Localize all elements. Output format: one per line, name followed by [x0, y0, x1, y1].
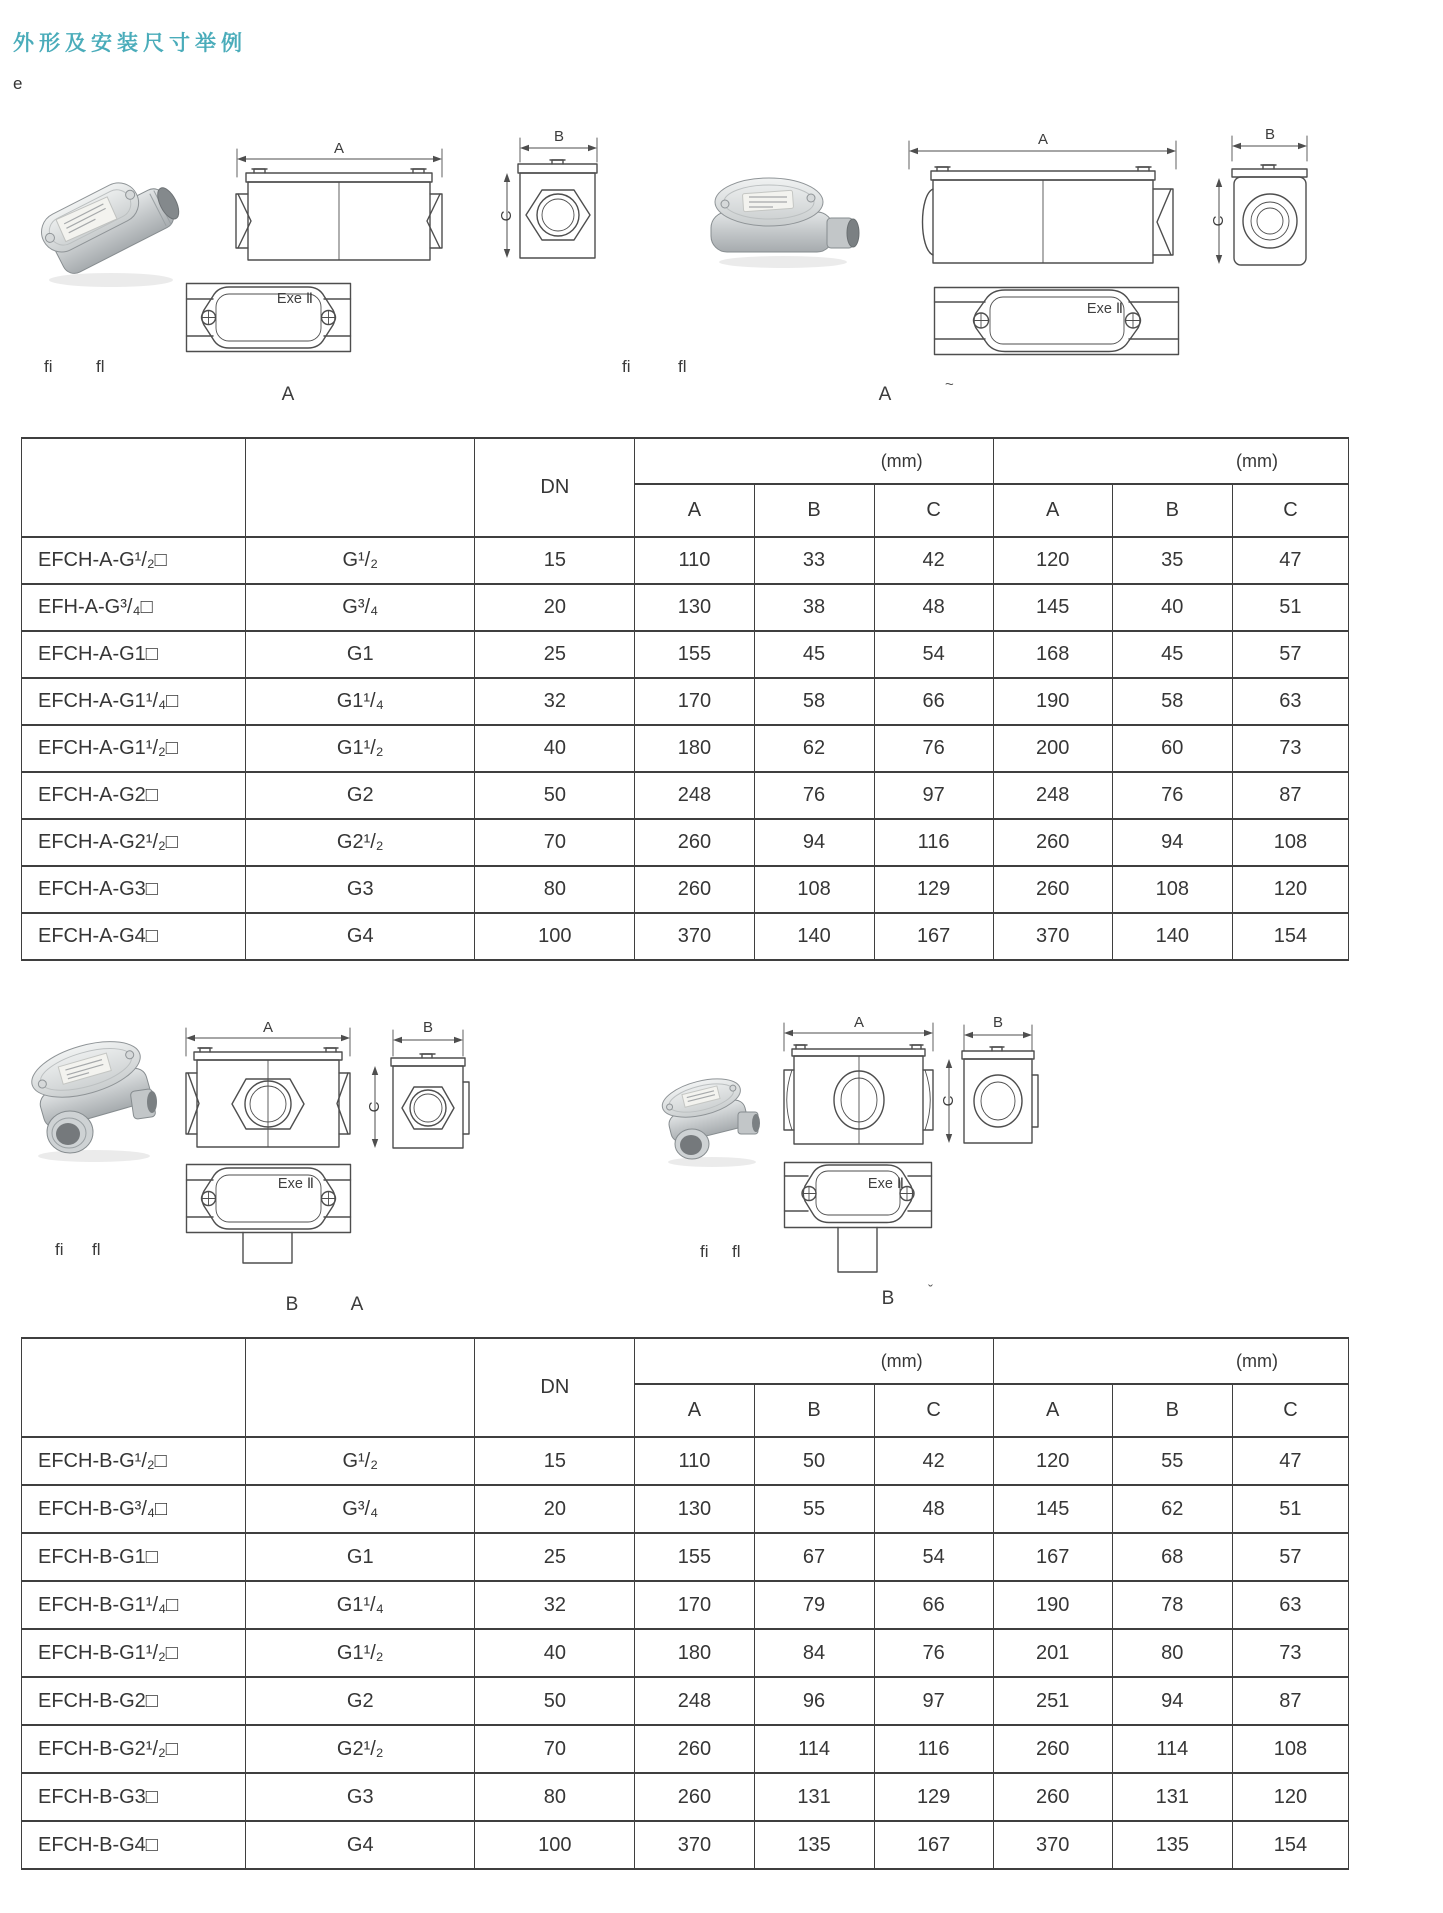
model-cell: EFCH-B-G1□ [22, 1533, 246, 1581]
dim-value-cell: 50 [754, 1437, 874, 1485]
dim-value-cell: 108 [1112, 866, 1232, 913]
cover-view-type-a-right [933, 286, 1180, 356]
dim-value-cell: 67 [754, 1533, 874, 1581]
dim-c-label: C [366, 1101, 383, 1113]
spec-row [22, 1773, 1349, 1821]
dn-header: DN [475, 1338, 635, 1437]
dn-cell: 20 [475, 584, 635, 631]
dim-value-cell: 45 [1112, 631, 1232, 678]
dn-cell: 40 [475, 1629, 635, 1677]
model-cell: EFCH-A-G1□ [22, 631, 246, 678]
model-column-header [22, 438, 246, 537]
spec-row [22, 631, 1349, 678]
model-cell: EFCH-A-G1¹/₄□ [22, 678, 246, 725]
page-title: 外形及安装尺寸举例 [13, 32, 247, 55]
spec-row [22, 866, 1349, 913]
unit-header-left: (mm) [635, 1338, 993, 1384]
dim-value-cell: 76 [874, 1629, 993, 1677]
dn-cell: 70 [475, 1725, 635, 1773]
dim-value-cell: 55 [1112, 1437, 1232, 1485]
dn-cell: 50 [475, 772, 635, 819]
unit-header-right: (mm) [993, 438, 1348, 484]
model-cell: EFCH-A-G3□ [22, 866, 246, 913]
col-header-c2: C [1232, 1384, 1348, 1437]
dn-cell: 15 [475, 1437, 635, 1485]
dim-value-cell: 54 [874, 1533, 993, 1581]
spec-row [22, 678, 1349, 725]
model-cell: EFCH-B-G3□ [22, 1773, 246, 1821]
dim-a-label: A [333, 140, 345, 157]
col-header-a2: A [993, 484, 1112, 537]
exe-marking: Exe Ⅱ [867, 1176, 905, 1192]
dim-value-cell: 87 [1232, 772, 1348, 819]
figure-caption-a: A [350, 1294, 364, 1315]
dim-value-cell: 54 [874, 631, 993, 678]
dim-value-cell: 79 [754, 1581, 874, 1629]
thread-column-header [246, 1338, 475, 1437]
thread-cell: G4 [246, 1821, 475, 1869]
dim-value-cell: 66 [874, 678, 993, 725]
dim-value-cell: 170 [635, 678, 754, 725]
dim-value-cell: 167 [874, 1821, 993, 1869]
dim-value-cell: 87 [1232, 1677, 1348, 1725]
dim-value-cell: 48 [874, 1485, 993, 1533]
model-cell: EFCH-A-G2□ [22, 772, 246, 819]
thread-cell: G2¹/₂ [246, 1725, 475, 1773]
dim-value-cell: 45 [754, 631, 874, 678]
thread-cell: G¹/₂ [246, 537, 475, 584]
model-cell: EFCH-B-G2□ [22, 1677, 246, 1725]
dim-b-label: B [1264, 126, 1276, 143]
dim-value-cell: 145 [993, 1485, 1112, 1533]
table-header-row-units [22, 1338, 1349, 1384]
dn-cell: 70 [475, 819, 635, 866]
figure-note-fl: fl [732, 1242, 741, 1261]
dim-value-cell: 190 [993, 678, 1112, 725]
dim-value-cell: 370 [635, 1821, 754, 1869]
dim-value-cell: 94 [754, 819, 874, 866]
dim-value-cell: 167 [993, 1533, 1112, 1581]
dim-value-cell: 251 [993, 1677, 1112, 1725]
dim-value-cell: 96 [754, 1677, 874, 1725]
spec-row [22, 913, 1349, 960]
dn-cell: 100 [475, 913, 635, 960]
dimensions-table-efch-b [21, 1337, 1349, 1870]
dim-value-cell: 48 [874, 584, 993, 631]
dim-value-cell: 135 [754, 1821, 874, 1869]
dim-value-cell: 62 [754, 725, 874, 772]
dim-value-cell: 154 [1232, 1821, 1348, 1869]
dn-cell: 32 [475, 678, 635, 725]
exe-marking: Exe Ⅱ [276, 291, 314, 307]
product-photo-type-b-left [28, 1030, 160, 1164]
dim-value-cell: 94 [1112, 1677, 1232, 1725]
thread-column-header [246, 438, 475, 537]
dim-a-label: A [1037, 131, 1049, 148]
dim-value-cell: 120 [1232, 1773, 1348, 1821]
cover-view-type-a-left [185, 282, 352, 353]
dim-value-cell: 120 [1232, 866, 1348, 913]
model-cell: EFCH-B-G4□ [22, 1821, 246, 1869]
dim-value-cell: 129 [874, 866, 993, 913]
figure-note-fl: fl [678, 357, 687, 376]
figure-caption-a: A [878, 384, 892, 405]
dn-cell: 100 [475, 1821, 635, 1869]
dim-value-cell: 155 [635, 1533, 754, 1581]
dim-value-cell: 120 [993, 537, 1112, 584]
dim-b-label: B [553, 128, 565, 145]
cover-view-type-b-left [185, 1163, 352, 1266]
thread-cell: G2 [246, 1677, 475, 1725]
dim-value-cell: 58 [1112, 678, 1232, 725]
squiggle-mark: ~ [945, 376, 954, 393]
thread-cell: G3 [246, 1773, 475, 1821]
spec-row [22, 584, 1349, 631]
dn-cell: 25 [475, 631, 635, 678]
product-photo-type-b-right [660, 1070, 765, 1168]
dim-value-cell: 131 [1112, 1773, 1232, 1821]
dim-value-cell: 190 [993, 1581, 1112, 1629]
col-header-a1: A [635, 1384, 754, 1437]
dim-value-cell: 260 [993, 819, 1112, 866]
dim-value-cell: 76 [874, 725, 993, 772]
model-cell: EFCH-B-G³/₄□ [22, 1485, 246, 1533]
dim-value-cell: 76 [1112, 772, 1232, 819]
side-view-type-b-left [365, 1020, 470, 1153]
dim-value-cell: 110 [635, 1437, 754, 1485]
dim-value-cell: 168 [993, 631, 1112, 678]
dim-value-cell: 145 [993, 584, 1112, 631]
dn-header: DN [475, 438, 635, 537]
side-view-type-a-left [498, 128, 613, 268]
figure-note-fi: fi [55, 1240, 64, 1259]
dim-value-cell: 180 [635, 725, 754, 772]
dn-cell: 32 [475, 1581, 635, 1629]
dim-value-cell: 131 [754, 1773, 874, 1821]
dim-value-cell: 68 [1112, 1533, 1232, 1581]
col-header-b1: B [754, 1384, 874, 1437]
dim-value-cell: 248 [993, 772, 1112, 819]
dim-b-label: B [992, 1015, 1004, 1031]
dim-value-cell: 260 [635, 1725, 754, 1773]
dim-value-cell: 260 [993, 1725, 1112, 1773]
dim-value-cell: 130 [635, 1485, 754, 1533]
thread-cell: G1¹/₂ [246, 725, 475, 772]
col-header-c1: C [874, 1384, 993, 1437]
exe-marking: Exe Ⅱ [1086, 301, 1124, 317]
spec-row [22, 1725, 1349, 1773]
dim-value-cell: 140 [1112, 913, 1232, 960]
dim-c-label: C [1210, 215, 1227, 227]
model-cell: EFCH-A-G1¹/₂□ [22, 725, 246, 772]
dim-b-label: B [422, 1020, 434, 1036]
col-header-c1: C [874, 484, 993, 537]
dim-value-cell: 63 [1232, 1581, 1348, 1629]
dim-value-cell: 130 [635, 584, 754, 631]
dn-cell: 80 [475, 1773, 635, 1821]
dim-value-cell: 200 [993, 725, 1112, 772]
dim-value-cell: 260 [635, 819, 754, 866]
dim-value-cell: 94 [1112, 819, 1232, 866]
figure-caption-b: B [285, 1294, 299, 1315]
caron-mark: ˇ [928, 1282, 933, 1299]
dim-a-label: A [262, 1020, 274, 1036]
spec-row [22, 1677, 1349, 1725]
dim-value-cell: 260 [993, 866, 1112, 913]
dim-value-cell: 116 [874, 819, 993, 866]
dim-value-cell: 140 [754, 913, 874, 960]
thread-cell: G1¹/₂ [246, 1629, 475, 1677]
product-photo-type-a-left [33, 156, 183, 292]
dim-value-cell: 370 [635, 913, 754, 960]
dim-value-cell: 180 [635, 1629, 754, 1677]
figure-note-fi: fi [622, 357, 631, 376]
dim-value-cell: 51 [1232, 584, 1348, 631]
front-view-type-a-left [232, 140, 447, 265]
dim-value-cell: 76 [754, 772, 874, 819]
dim-value-cell: 155 [635, 631, 754, 678]
figure-caption-b: B [881, 1288, 895, 1309]
dim-value-cell: 260 [635, 866, 754, 913]
cover-view-type-b-right [783, 1161, 933, 1273]
exe-marking: Exe Ⅱ [277, 1176, 315, 1192]
dim-a-label: A [853, 1015, 865, 1031]
spec-row [22, 1485, 1349, 1533]
dim-value-cell: 42 [874, 537, 993, 584]
dn-cell: 40 [475, 725, 635, 772]
thread-cell: G³/₄ [246, 1485, 475, 1533]
dim-value-cell: 201 [993, 1629, 1112, 1677]
dim-value-cell: 154 [1232, 913, 1348, 960]
dim-value-cell: 62 [1112, 1485, 1232, 1533]
col-header-a2: A [993, 1384, 1112, 1437]
thread-cell: G2¹/₂ [246, 819, 475, 866]
thread-cell: G3 [246, 866, 475, 913]
model-cell: EFCH-B-G1¹/₂□ [22, 1629, 246, 1677]
spec-row [22, 772, 1349, 819]
dim-value-cell: 73 [1232, 1629, 1348, 1677]
table-header-row-units [22, 438, 1349, 484]
unit-header-right: (mm) [993, 1338, 1348, 1384]
col-header-b2: B [1112, 484, 1232, 537]
dim-value-cell: 114 [754, 1725, 874, 1773]
dim-value-cell: 370 [993, 1821, 1112, 1869]
dim-value-cell: 260 [635, 1773, 754, 1821]
dim-value-cell: 58 [754, 678, 874, 725]
spec-row [22, 725, 1349, 772]
dim-value-cell: 51 [1232, 1485, 1348, 1533]
dim-value-cell: 260 [993, 1773, 1112, 1821]
dn-cell: 15 [475, 537, 635, 584]
spec-row [22, 1533, 1349, 1581]
front-view-type-a-right [905, 125, 1180, 265]
front-view-type-b-right [780, 1015, 937, 1150]
dn-cell: 20 [475, 1485, 635, 1533]
dim-value-cell: 80 [1112, 1629, 1232, 1677]
figure-note-fl: fl [96, 357, 105, 376]
front-view-type-b-left [182, 1020, 354, 1155]
spec-row [22, 819, 1349, 866]
dim-value-cell: 33 [754, 537, 874, 584]
figure-caption-a: A [281, 384, 295, 405]
figure-note-fl: fl [92, 1240, 101, 1259]
dim-value-cell: 116 [874, 1725, 993, 1773]
thread-cell: G1¹/₄ [246, 1581, 475, 1629]
dn-cell: 25 [475, 1533, 635, 1581]
model-cell: EFCH-B-G¹/₂□ [22, 1437, 246, 1485]
dim-c-label: C [940, 1095, 957, 1107]
dim-value-cell: 60 [1112, 725, 1232, 772]
dim-value-cell: 97 [874, 772, 993, 819]
model-column-header [22, 1338, 246, 1437]
photo-shadow [49, 273, 173, 287]
dn-cell: 50 [475, 1677, 635, 1725]
dim-value-cell: 248 [635, 1677, 754, 1725]
dim-value-cell: 63 [1232, 678, 1348, 725]
col-header-c2: C [1232, 484, 1348, 537]
side-view-type-b-right [940, 1015, 1040, 1150]
dim-value-cell: 129 [874, 1773, 993, 1821]
model-cell: EFCH-A-G2¹/₂□ [22, 819, 246, 866]
dim-value-cell: 84 [754, 1629, 874, 1677]
thread-cell: G1 [246, 631, 475, 678]
spec-row [22, 1437, 1349, 1485]
thread-cell: G4 [246, 913, 475, 960]
dim-value-cell: 57 [1232, 1533, 1348, 1581]
dim-value-cell: 108 [754, 866, 874, 913]
thread-cell: G1 [246, 1533, 475, 1581]
dim-c-label: C [498, 210, 515, 222]
spec-row [22, 537, 1349, 584]
model-cell: EFCH-A-G¹/₂□ [22, 537, 246, 584]
figure-note-fi: fi [44, 357, 53, 376]
dim-value-cell: 135 [1112, 1821, 1232, 1869]
dim-value-cell: 108 [1232, 819, 1348, 866]
section-marker-e: e [13, 74, 23, 93]
dim-value-cell: 78 [1112, 1581, 1232, 1629]
model-cell: EFCH-B-G2¹/₂□ [22, 1725, 246, 1773]
dim-value-cell: 47 [1232, 537, 1348, 584]
col-header-a1: A [635, 484, 754, 537]
table-body-efch-a [22, 537, 1349, 960]
thread-cell: G³/₄ [246, 584, 475, 631]
unit-header-left: (mm) [635, 438, 993, 484]
dim-value-cell: 35 [1112, 537, 1232, 584]
dim-value-cell: 110 [635, 537, 754, 584]
dim-value-cell: 57 [1232, 631, 1348, 678]
dim-value-cell: 114 [1112, 1725, 1232, 1773]
model-cell: EFH-A-G³/₄□ [22, 584, 246, 631]
model-cell: EFCH-B-G1¹/₄□ [22, 1581, 246, 1629]
table-body-efch-b [22, 1437, 1349, 1869]
dim-value-cell: 73 [1232, 725, 1348, 772]
spec-row [22, 1629, 1349, 1677]
dimensions-table-efch-a [21, 437, 1349, 961]
col-header-b2: B [1112, 1384, 1232, 1437]
thread-cell: G1¹/₄ [246, 678, 475, 725]
dim-value-cell: 120 [993, 1437, 1112, 1485]
model-cell: EFCH-A-G4□ [22, 913, 246, 960]
dim-value-cell: 170 [635, 1581, 754, 1629]
dim-value-cell: 38 [754, 584, 874, 631]
dn-cell: 80 [475, 866, 635, 913]
thread-cell: G¹/₂ [246, 1437, 475, 1485]
figure-note-fi: fi [700, 1242, 709, 1261]
dim-value-cell: 66 [874, 1581, 993, 1629]
dim-value-cell: 108 [1232, 1725, 1348, 1773]
thread-cell: G2 [246, 772, 475, 819]
col-header-b1: B [754, 484, 874, 537]
dim-value-cell: 97 [874, 1677, 993, 1725]
dim-value-cell: 40 [1112, 584, 1232, 631]
dim-value-cell: 55 [754, 1485, 874, 1533]
dim-value-cell: 370 [993, 913, 1112, 960]
product-photo-type-a-right [703, 168, 863, 270]
dim-value-cell: 167 [874, 913, 993, 960]
spec-row [22, 1581, 1349, 1629]
dim-value-cell: 248 [635, 772, 754, 819]
dim-value-cell: 42 [874, 1437, 993, 1485]
spec-row [22, 1821, 1349, 1869]
side-view-type-a-right [1210, 125, 1322, 270]
dim-value-cell: 47 [1232, 1437, 1348, 1485]
